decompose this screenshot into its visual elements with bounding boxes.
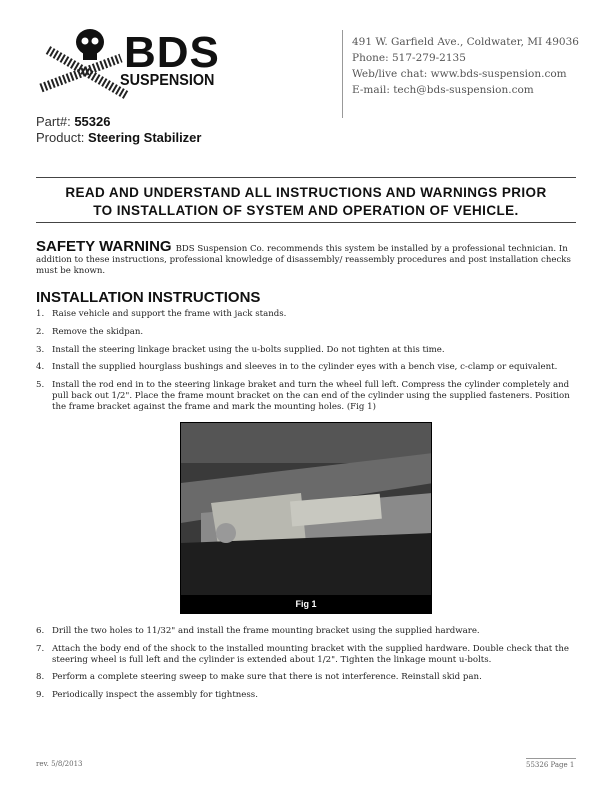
- instruction-step: [36, 626, 581, 637]
- instruction-step: [36, 644, 581, 666]
- instruction-step: [36, 309, 581, 320]
- step-number: 1.: [36, 309, 45, 319]
- logo-brand: BDS: [124, 28, 220, 77]
- revision-date: rev. 5/8/2013: [36, 760, 83, 768]
- page-number: 55326 Page 1: [526, 761, 575, 769]
- step-number: 9.: [36, 690, 45, 701]
- instruction-step: [36, 345, 581, 356]
- step-text: Remove the skidpan.: [52, 326, 144, 337]
- step-text: Drill the two holes to 11/32" and install the frame mounting bracket using the supplied hardware.: [52, 626, 480, 636]
- banner-line-1: READ AND UNDERSTAND ALL INSTRUCTIONS AND WARNINGS PRIOR: [65, 185, 547, 200]
- banner-bottom-rule: [36, 222, 576, 223]
- banner-top-rule: [36, 177, 576, 178]
- part-info: [36, 114, 201, 146]
- steering-stabilizer-photo: [181, 423, 432, 597]
- part-label: Part#:: [36, 114, 71, 129]
- instruction-step: [36, 380, 581, 412]
- part-number: 55326: [74, 114, 111, 129]
- step-number: 2.: [36, 326, 45, 337]
- contact-block: [352, 34, 579, 98]
- safety-warning: [36, 238, 576, 277]
- step-text: Attach the body end of the shock to the installed mounting bracket with the supplied hardware. Double check that the steering wheel is full left and the cylinder is extended about 1/2". Tighten the linkage mount u-bolts.: [52, 643, 570, 665]
- warning-banner: [36, 184, 576, 220]
- step-number: 8.: [36, 672, 45, 683]
- header-divider: [342, 30, 343, 118]
- instruction-step: [36, 362, 581, 373]
- step-text: Raise vehicle and support the frame with jack stands.: [52, 309, 287, 319]
- figure-caption: Fig 1: [181, 595, 431, 613]
- safety-heading: SAFETY WARNING: [36, 238, 172, 255]
- web[interactable]: Web/live chat: www.bds-suspension.com: [352, 68, 567, 80]
- logo-subtitle: SUSPENSION: [120, 72, 215, 89]
- email[interactable]: E-mail: tech@bds-suspension.com: [352, 84, 534, 96]
- step-text: Install the supplied hourglass bushings and sleeves in to the cylinder eyes with a bench vise, c-clamp or equivalent.: [52, 362, 558, 373]
- bds-logo: [36, 20, 226, 100]
- step-text: Install the rod end in to the steering linkage braket and turn the wheel full left. Compress the cylinder completely and pull back out 1/2". Place the frame mount bracket on the can end of the cylinder using the supplied fasteners. Position the frame bracket against the frame and mark the mounting holes. (Fig 1): [52, 380, 570, 412]
- step-text: Perform a complete steering sweep to make sure that there is not interference. Reinstall skid pan.: [52, 672, 482, 683]
- steps-list-2: [36, 626, 581, 708]
- instruction-step: [36, 690, 581, 701]
- step-number: 6.: [36, 626, 45, 636]
- product-label: Product:: [36, 130, 85, 145]
- step-number: 5.: [36, 380, 45, 391]
- phone: Phone: 517-279-2135: [352, 52, 466, 64]
- step-number: 4.: [36, 362, 45, 373]
- banner-line-2: TO INSTALLATION OF SYSTEM AND OPERATION OF VEHICLE.: [93, 203, 519, 218]
- instruction-step: [36, 672, 581, 683]
- instructions-heading: INSTALLATION INSTRUCTIONS: [36, 289, 261, 306]
- step-text: Install the steering linkage bracket using the u-bolts supplied. Do not tighten at this time.: [52, 344, 445, 355]
- safety-text: BDS Suspension Co. recommends this system be installed by a professional technician. In addition to these instructions, professional knowledge of disassembly/ reassembly procedures and post installation checks must be known.: [36, 244, 571, 276]
- step-number: 3.: [36, 344, 45, 355]
- address: 491 W. Garfield Ave., Coldwater, MI 49036: [352, 36, 579, 48]
- figure-1-photo: [180, 422, 432, 614]
- instruction-step: [36, 327, 581, 338]
- step-number: 7.: [36, 643, 45, 654]
- product-name: Steering Stabilizer: [88, 130, 202, 145]
- footer-rule: [526, 758, 576, 759]
- step-text: Periodically inspect the assembly for tightness.: [52, 690, 258, 701]
- steps-list-1: [36, 309, 581, 420]
